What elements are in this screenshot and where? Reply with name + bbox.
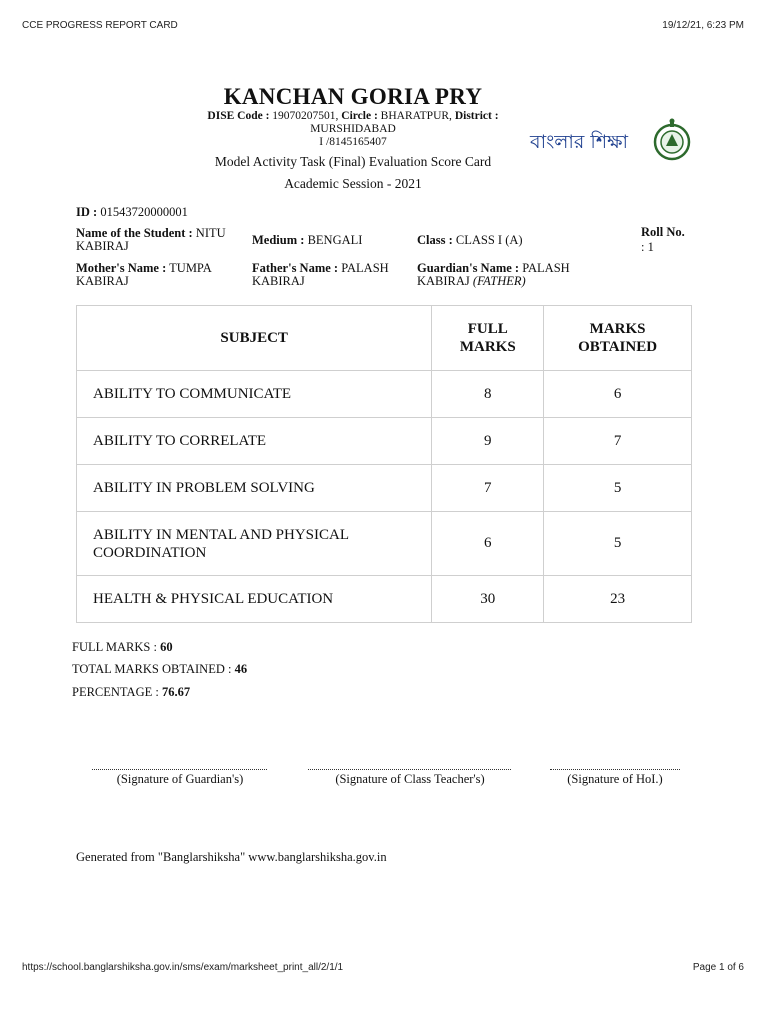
full-marks-cell: 8 [432, 371, 544, 418]
dise-code-value: 19070207501, [272, 110, 339, 122]
student-name-value-1: NITU [195, 226, 226, 240]
full-marks-summary [72, 640, 173, 655]
banglar-shiksha-logo [530, 118, 692, 164]
table-header-row [77, 306, 692, 371]
marks-obtained-cell: 6 [544, 371, 692, 418]
class-label: Class : [417, 233, 453, 247]
father-name-value-2: KABIRAJ [252, 274, 305, 288]
school-details: DISE Code : 19070207501, Circle : BHARATPUR, District : MURSHIDABAD I /8145165407 [190, 110, 516, 149]
subject-cell: HEALTH & PHYSICAL EDUCATION [77, 576, 432, 623]
full-marks-cell: 6 [432, 512, 544, 576]
subject-cell: ABILITY TO CORRELATE [77, 418, 432, 465]
medium-value: BENGALI [307, 233, 363, 247]
student-name-label: Name of the Student : [76, 226, 193, 240]
father-name [252, 262, 412, 288]
guardian-relation: (FATHER) [472, 274, 526, 288]
teacher-signature-label: (Signature of Class Teacher's) [335, 772, 485, 786]
marks-obtained-cell: 23 [544, 576, 692, 623]
full-marks-cell: 9 [432, 418, 544, 465]
student-name [76, 227, 248, 253]
father-name-value-1: PALASH [341, 261, 389, 275]
school-phone: /8145165407 [326, 136, 387, 148]
west-bengal-emblem-icon [652, 118, 692, 164]
full-marks-cell: 30 [432, 576, 544, 623]
full-marks-header [432, 306, 544, 371]
district-value: MURSHIDABAD [310, 123, 396, 135]
marks-obtained-header-line-2: OBTAINED [578, 339, 658, 355]
mother-name-value-1: TUMPA [169, 261, 212, 275]
class [417, 234, 523, 247]
father-name-label: Father's Name : [252, 261, 339, 275]
full-marks-header-line-2: MARKS [459, 339, 516, 355]
guardian-name-value-1: PALASH [522, 261, 570, 275]
roll-number [641, 225, 701, 255]
circle-label: Circle : [341, 110, 378, 122]
marks-obtained-cell: 5 [544, 465, 692, 512]
guardian-name-label: Guardian's Name : [417, 261, 520, 275]
academic-session: Academic Session - 2021 [284, 176, 422, 191]
guardian-name-value-2: KABIRAJ [417, 274, 470, 288]
student-name-value-2: KABIRAJ [76, 239, 129, 253]
total-marks-value: 46 [234, 662, 248, 676]
full-marks-header-line-1: FULL [467, 321, 508, 337]
table-row [77, 371, 692, 418]
mother-name-value-2: KABIRAJ [76, 274, 129, 288]
total-marks-summary [72, 662, 247, 677]
total-marks-label: TOTAL MARKS OBTAINED : [72, 662, 232, 676]
full-marks-value: 60 [160, 640, 173, 654]
district-label: District : [454, 110, 499, 122]
id-label: ID : [76, 205, 98, 219]
hoi-signature-line [550, 769, 680, 770]
teacher-signature-line [308, 769, 511, 770]
hoi-signature-label: (Signature of HoI.) [567, 772, 663, 786]
marks-obtained-cell: 5 [544, 512, 692, 576]
full-marks-label: FULL MARKS : [72, 640, 157, 654]
subject-cell-line-2: COORDINATION [93, 544, 207, 561]
subject-cell [77, 512, 432, 576]
table-row [77, 512, 692, 576]
print-footer-url: https://school.banglarshiksha.gov.in/sms/exam/marksheet_print_all/2/1/1 [22, 962, 344, 973]
id-value: 01543720000001 [100, 205, 188, 219]
table-row [77, 576, 692, 623]
guardian-signature-label: (Signature of Guardian's) [116, 772, 244, 786]
guardian-name [417, 262, 617, 288]
subject-cell: ABILITY IN PROBLEM SOLVING [77, 465, 432, 512]
generated-note: Generated from "Banglarshiksha" www.banglarshiksha.gov.in [76, 850, 387, 864]
guardian-signature-line [92, 769, 267, 770]
circle-value: BHARATPUR, [380, 110, 452, 122]
marks-obtained-cell: 7 [544, 418, 692, 465]
roll-label: Roll No. [641, 225, 685, 239]
class-value: CLASS I (A) [455, 233, 523, 247]
logo-text: বাংলার শিক্ষা [530, 131, 629, 153]
dise-code-label: DISE Code : [207, 110, 270, 122]
marks-obtained-header [544, 306, 692, 371]
subject-cell-line-1: ABILITY IN MENTAL AND PHYSICAL [93, 526, 350, 543]
percentage-label: PERCENTAGE : [72, 685, 159, 699]
subject-cell: ABILITY TO COMMUNICATE [77, 371, 432, 418]
table-row [77, 418, 692, 465]
percentage-value: 76.67 [161, 685, 191, 699]
school-name: KANCHAN GORIA PRY [223, 84, 483, 109]
full-marks-cell: 7 [432, 465, 544, 512]
student-id [76, 206, 188, 219]
mother-name-label: Mother's Name : [76, 261, 167, 275]
medium [252, 234, 362, 247]
mother-name [76, 262, 248, 288]
medium-label: Medium : [252, 233, 305, 247]
marks-table [76, 305, 692, 623]
table-row [77, 465, 692, 512]
card-title: Model Activity Task (Final) Evaluation Score Card [214, 154, 492, 169]
subject-header: SUBJECT [77, 306, 432, 371]
print-header-title: CCE PROGRESS REPORT CARD [22, 20, 178, 31]
print-header-datetime: 19/12/21, 6:23 PM [662, 20, 744, 31]
percentage-summary [72, 685, 190, 700]
roll-value: : 1 [641, 240, 654, 254]
print-footer-page: Page 1 of 6 [692, 962, 744, 973]
marks-obtained-header-line-1: MARKS [589, 321, 646, 337]
